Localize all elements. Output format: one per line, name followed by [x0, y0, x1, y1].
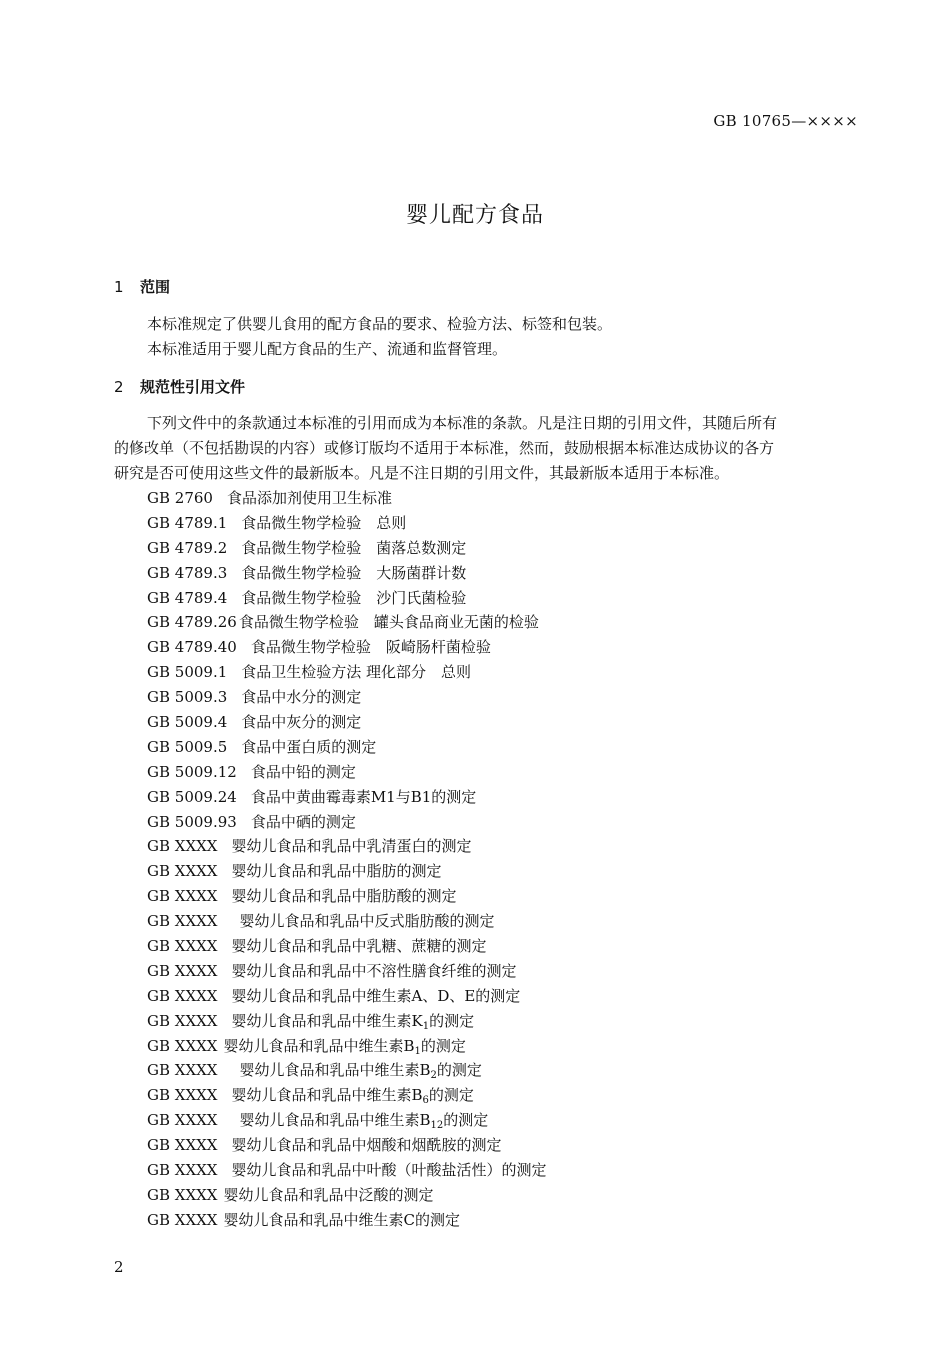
reference-title: 食品微生物学检验 菌落总数测定 — [241, 538, 467, 557]
reference-item — [147, 1108, 547, 1133]
reference-title-part: 的测定 — [428, 1086, 474, 1105]
reference-title: 食品中灰分的测定 — [241, 713, 362, 732]
paragraph-line: 的修改单（不包括勘误的内容）或修订版均不适用于本标准，然而，鼓励根据本标准达成协议的各方 — [114, 439, 775, 457]
reference-item — [147, 1009, 547, 1034]
reference-item — [147, 934, 547, 959]
reference-item — [147, 660, 547, 685]
reference-title: 婴幼儿食品和乳品中脂肪的测定 — [231, 862, 442, 881]
reference-code: GB XXXX — [147, 937, 218, 956]
reference-title — [239, 1061, 482, 1082]
reference-item — [147, 1133, 547, 1158]
reference-title-part: 婴幼儿食品和乳品中维生素B — [223, 1036, 415, 1055]
reference-title-part: 的测定 — [420, 1036, 466, 1055]
normative-reference-list — [147, 486, 547, 1233]
reference-title: 食品中水分的测定 — [241, 688, 362, 707]
subscript: 12 — [430, 1120, 444, 1132]
reference-title: 食品中硒的测定 — [250, 812, 356, 831]
reference-title — [231, 1086, 474, 1107]
subscript: 1 — [414, 1045, 421, 1057]
normative-intro-paragraph — [114, 411, 854, 486]
reference-code: GB XXXX — [147, 1185, 218, 1204]
reference-title: 食品卫生检验方法 理化部分 总则 — [241, 663, 472, 682]
reference-code: GB XXXX — [147, 837, 218, 856]
reference-title-part: 的测定 — [429, 1011, 475, 1030]
reference-title: 食品中铅的测定 — [250, 762, 356, 781]
reference-item — [147, 785, 547, 810]
reference-code: GB XXXX — [147, 961, 218, 980]
scope-paragraph-2: 本标准适用于婴儿配方食品的生产、流通和监督管理。 — [147, 340, 508, 358]
standard-code-header: GB 10765—×××× — [713, 112, 858, 130]
reference-item — [147, 1083, 547, 1108]
reference-title: 食品微生物学检验 阪崎肠杆菌检验 — [250, 638, 491, 657]
reference-code: GB 4789.40 — [147, 638, 237, 657]
reference-code: GB 5009.93 — [147, 812, 237, 831]
reference-title — [232, 1012, 475, 1030]
reference-title-part: 婴幼儿食品和乳品中维生素B — [239, 1111, 431, 1130]
section-label: 规范性引用文件 — [140, 378, 246, 396]
reference-code: GB XXXX — [147, 862, 218, 881]
reference-code: GB XXXX — [147, 1111, 218, 1130]
reference-title: 婴幼儿食品和乳品中泛酸的测定 — [223, 1185, 434, 1204]
reference-title-part: 的测定 — [443, 1111, 489, 1130]
reference-title-part: 婴幼儿食品和乳品中维生素B — [239, 1061, 431, 1080]
reference-item — [147, 859, 547, 884]
reference-code: GB 5009.5 — [147, 737, 228, 756]
reference-title — [239, 1111, 489, 1132]
reference-code: GB XXXX — [147, 1061, 218, 1080]
reference-code: GB 5009.12 — [147, 762, 237, 781]
reference-item — [147, 610, 547, 635]
reference-title: 婴幼儿食品和乳品中烟酸和烟酰胺的测定 — [231, 1136, 502, 1155]
reference-item — [147, 810, 547, 835]
reference-code: GB XXXX — [147, 1086, 218, 1105]
section-number: 2 — [114, 378, 124, 396]
paragraph-line: 下列文件中的条款通过本标准的引用而成为本标准的条款。凡是注日期的引用文件，其随后所有 — [147, 414, 778, 432]
reference-title: 婴幼儿食品和乳品中脂肪酸的测定 — [231, 887, 457, 906]
reference-item — [147, 1183, 547, 1208]
reference-title — [224, 1037, 466, 1055]
reference-code: GB XXXX — [147, 1136, 218, 1155]
reference-code: GB XXXX — [147, 1210, 218, 1229]
reference-item — [147, 959, 547, 984]
reference-code: GB XXXX — [147, 986, 218, 1005]
reference-title: 食品中黄曲霉毒素M1与B1的测定 — [250, 787, 477, 806]
reference-code: GB 5009.3 — [147, 688, 228, 707]
reference-title: 婴幼儿食品和乳品中不溶性膳食纤维的测定 — [231, 961, 517, 980]
reference-code: GB XXXX — [147, 1161, 218, 1180]
reference-item — [147, 834, 547, 859]
reference-title: 婴幼儿食品和乳品中乳清蛋白的测定 — [231, 837, 472, 856]
document-title: 婴儿配方食品 — [405, 203, 544, 228]
paragraph-line: 研究是否可使用这些文件的最新版本。凡是不注日期的引用文件，其最新版本适用于本标准。 — [114, 464, 730, 482]
reference-title: 食品微生物学检验 总则 — [241, 513, 407, 532]
reference-item — [147, 511, 547, 536]
section-heading-normative-references — [114, 376, 245, 397]
reference-item — [147, 760, 547, 785]
reference-code: GB 5009.4 — [147, 713, 228, 732]
reference-title-part: 婴幼儿食品和乳品中维生素K — [231, 1011, 423, 1030]
reference-item — [147, 561, 547, 586]
page-number: 2 — [114, 1258, 124, 1276]
section-label: 范围 — [140, 278, 171, 296]
reference-code: GB XXXX — [147, 912, 218, 931]
reference-title: 婴幼儿食品和乳品中乳糖、蔗糖的测定 — [231, 937, 487, 956]
reference-title-part: 的测定 — [436, 1061, 482, 1080]
reference-code: GB XXXX — [147, 1011, 218, 1030]
reference-item — [147, 735, 547, 760]
subscript: 6 — [422, 1095, 429, 1107]
reference-code: GB 4789.3 — [147, 563, 228, 582]
reference-title: 婴幼儿食品和乳品中维生素A、D、E的测定 — [231, 986, 521, 1005]
reference-code: GB 4789.2 — [147, 538, 228, 557]
section-heading-scope — [114, 276, 170, 297]
reference-title: 婴幼儿食品和乳品中反式脂肪酸的测定 — [239, 912, 495, 931]
reference-title: 食品微生物学检验 沙门氏菌检验 — [241, 588, 467, 607]
reference-title: 婴幼儿食品和乳品中维生素C的测定 — [223, 1210, 460, 1229]
reference-code: GB 2760 — [147, 489, 213, 507]
reference-item — [147, 586, 547, 611]
reference-item — [147, 685, 547, 710]
reference-title: 食品微生物学检验 大肠菌群计数 — [241, 563, 467, 582]
reference-title: 食品添加剂使用卫生标准 — [226, 489, 392, 507]
scope-paragraphs — [114, 312, 854, 362]
reference-item — [147, 1158, 547, 1183]
reference-item — [147, 536, 547, 561]
reference-code: GB 4789.4 — [147, 588, 228, 607]
reference-code: GB 5009.1 — [147, 663, 228, 682]
reference-title: 婴幼儿食品和乳品中叶酸（叶酸盐活性）的测定 — [231, 1161, 547, 1180]
reference-code: GB 4789.1 — [147, 513, 228, 532]
subscript: 1 — [422, 1020, 430, 1032]
reference-item — [147, 984, 547, 1009]
section-number: 1 — [114, 278, 124, 296]
reference-code: GB XXXX — [147, 887, 218, 906]
reference-title: 食品中蛋白质的测定 — [241, 737, 377, 756]
reference-item — [147, 1208, 547, 1233]
reference-item — [147, 1058, 547, 1083]
reference-code: GB 4789.26 — [147, 613, 237, 632]
subscript: 2 — [430, 1070, 437, 1082]
reference-title: 食品微生物学检验 罐头食品商业无菌的检验 — [238, 613, 539, 632]
scope-paragraph-1: 本标准规定了供婴儿食用的配方食品的要求、检验方法、标签和包装。 — [147, 315, 613, 333]
reference-item — [147, 710, 547, 735]
reference-item — [147, 635, 547, 660]
reference-item — [147, 909, 547, 934]
reference-title-part: 婴幼儿食品和乳品中维生素B — [231, 1086, 423, 1105]
reference-item — [147, 1034, 547, 1059]
reference-item — [147, 486, 547, 511]
reference-item — [147, 884, 547, 909]
reference-code: GB XXXX — [147, 1036, 218, 1055]
reference-code: GB 5009.24 — [147, 787, 237, 806]
